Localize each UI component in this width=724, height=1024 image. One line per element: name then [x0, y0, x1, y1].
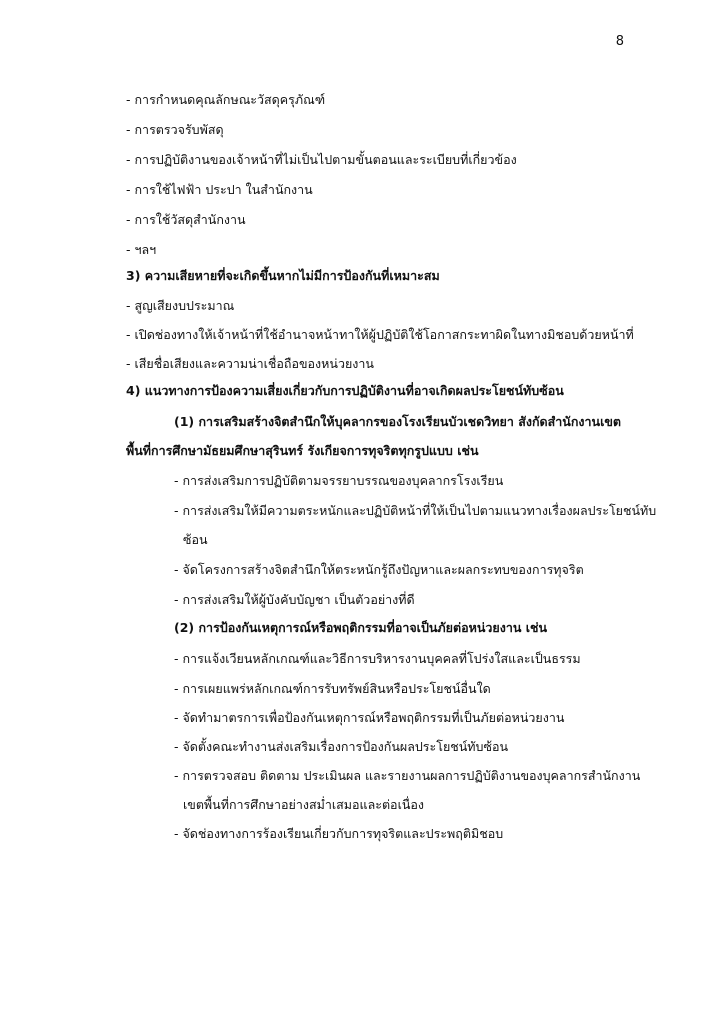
- sub-heading-1-continued: พื้นที่การศึกษามัธยมศึกษาสุรินทร์ รังเกียจการทุจริตทุกรูปแบบ เช่น: [126, 443, 479, 458]
- bullet-line: - การใช้วัสดุสำนักงาน: [126, 212, 246, 227]
- bullet-line: - การใช้ไฟฟ้า ประปา ในสำนักงาน: [126, 182, 313, 197]
- bullet-line: - การส่งเสริมให้ผู้บังคับบัญชา เป็นตัวอย่างที่ดี: [174, 592, 415, 607]
- bullet-line: - การกำหนดคุณลักษณะวัสดุครุภัณฑ์: [126, 92, 326, 107]
- bullet-line: - การส่งเสริมให้มีความตระหนักและปฏิบัติหน้าที่ให้เป็นไปตามแนวทางเรื่องผลประโยชน์ทับ: [174, 503, 657, 518]
- section-heading-3: 3) ความเสียหายที่จะเกิดขึ้นหากไม่มีการป้องกันที่เหมาะสม: [126, 268, 440, 283]
- bullet-line: - การตรวจรับพัสดุ: [126, 122, 224, 137]
- section-heading-4: 4) แนวทางการป้องความเสี่ยงเกี่ยวกับการปฏิบัติงานที่อาจเกิดผลประโยชน์ทับซ้อน: [126, 383, 564, 398]
- bullet-line: - จัดโครงการสร้างจิตสำนึกให้ตระหนักรู้ถึงปัญหาและผลกระทบของการทุจริต: [174, 562, 584, 577]
- sub-heading-1: (1) การเสริมสร้างจิตสำนึกให้บุคลากรของโรงเรียนบัวเชดวิทยา สังกัดสำนักงานเขต: [174, 414, 622, 429]
- bullet-line: - การตรวจสอบ ติดตาม ประเมินผล และรายงานผลการปฏิบัติงานของบุคลากรสำนักงาน: [174, 768, 641, 783]
- bullet-line: - เปิดช่องทางให้เจ้าหน้าที่ใช้อำนาจหน้าทาให้ผู้ปฏิบัติใช้โอกาสกระทาผิดในทางมิชอบด้วยหน้าที่: [126, 327, 634, 342]
- sub-heading-2: (2) การป้องกันเหตุการณ์หรือพฤติกรรมที่อาจเป็นภัยต่อหน่วยงาน เช่น: [174, 620, 548, 635]
- bullet-line: - ฯลฯ: [126, 242, 157, 257]
- page-number: 8: [615, 34, 624, 49]
- bullet-line: - จัดตั้งคณะทำงานส่งเสริมเรื่องการป้องกันผลประโยชน์ทับซ้อน: [174, 739, 509, 754]
- bullet-line: - การเผยแพร่หลักเกณฑ์การรับทรัพย์สินหรือประโยชน์อื่นใด: [174, 681, 491, 696]
- bullet-line-continued: เขตพื้นที่การศึกษาอย่างสม่ำเสมอและต่อเนื่อง: [183, 797, 424, 812]
- bullet-line-continued: ซ้อน: [183, 532, 208, 547]
- bullet-line: - การส่งเสริมการปฏิบัติตามจรรยาบรรณของบุคลากรโรงเรียน: [174, 473, 504, 488]
- bullet-line: - จัดทำมาตรการเพื่อป้องกันเหตุการณ์หรือพฤติกรรมที่เป็นภัยต่อหน่วยงาน: [174, 710, 565, 725]
- bullet-line: - การแจ้งเวียนหลักเกณฑ์และวิธีการบริหารงานบุคคลที่โปร่งใสและเป็นธรรม: [174, 651, 581, 666]
- bullet-line: - สูญเสียงบประมาณ: [126, 298, 235, 313]
- bullet-line: - เสียชื่อเสียงและความน่าเชื่อถือของหน่วยงาน: [126, 356, 374, 371]
- bullet-line: - การปฏิบัติงานของเจ้าหน้าที่ไม่เป็นไปตามขั้นตอนและระเบียบที่เกี่ยวข้อง: [126, 152, 517, 167]
- bullet-line: - จัดช่องทางการร้องเรียนเกี่ยวกับการทุจริตและประพฤติมิชอบ: [174, 826, 504, 841]
